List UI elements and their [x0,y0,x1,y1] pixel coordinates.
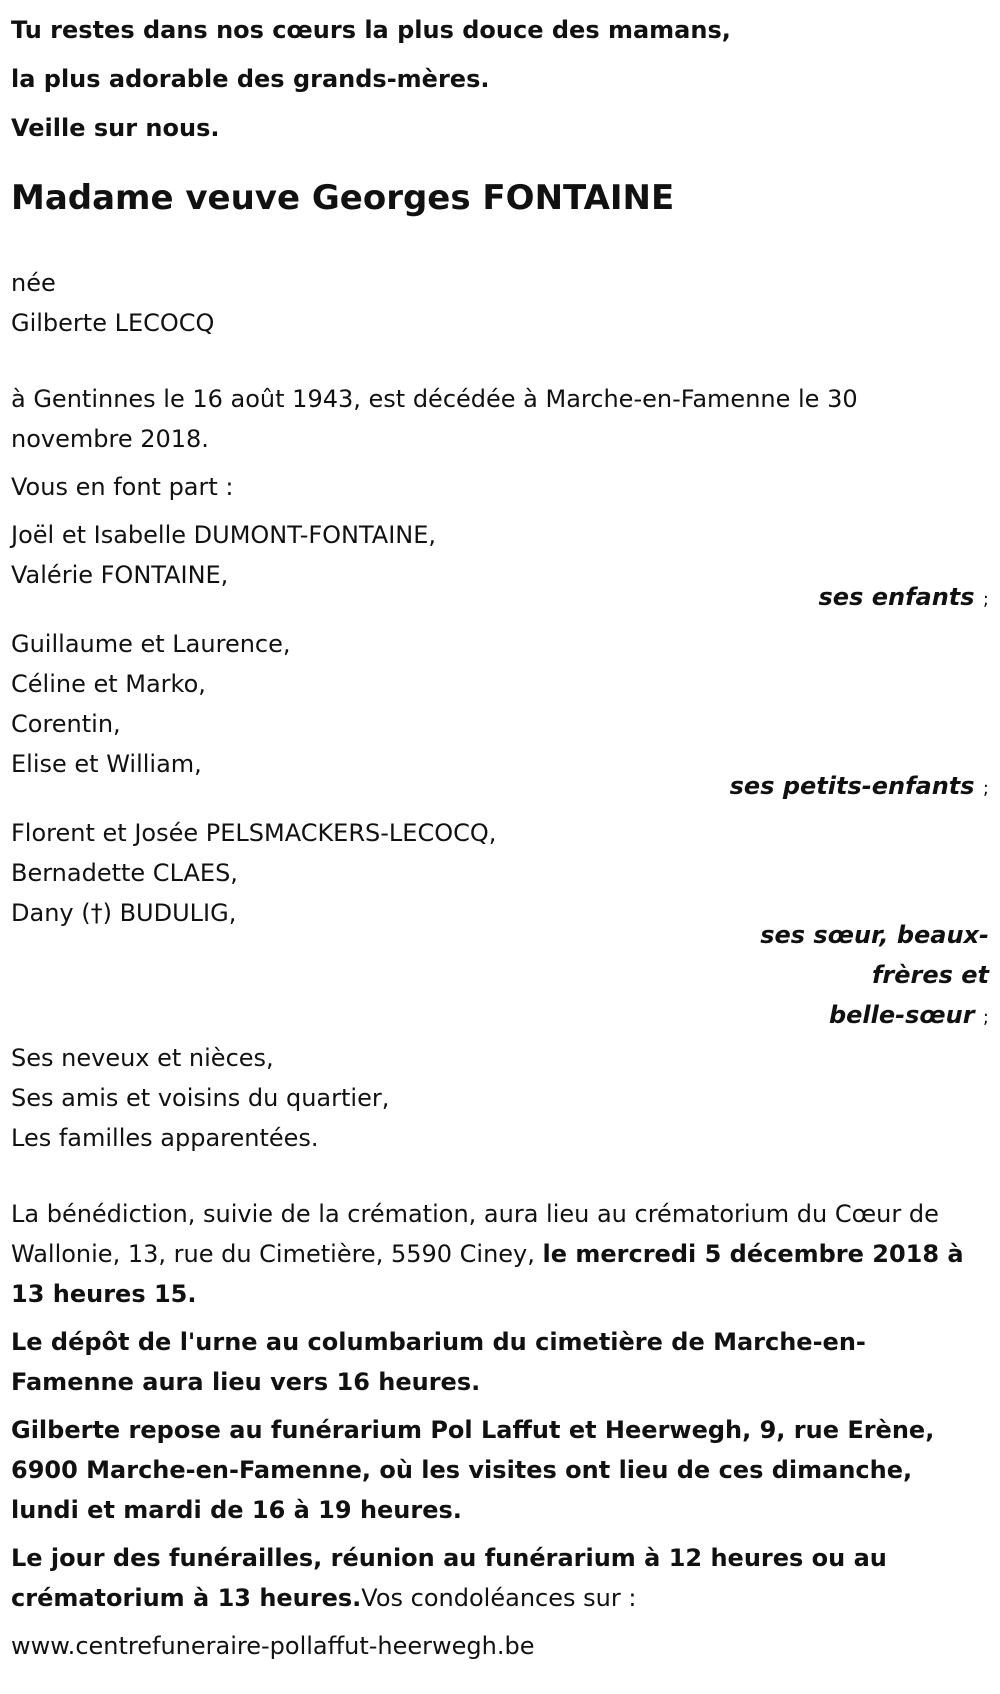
epitaph-line: Veille sur nous. [11,114,220,142]
list-item: Elise et William, [11,750,202,778]
list-item: Ses amis et voisins du quartier, [11,1084,390,1112]
role-semicolon: ; [982,589,989,610]
role-semicolon: ; [982,1007,989,1028]
role-label: ses enfants [818,583,975,611]
list-item: Guillaume et Laurence, [11,630,291,658]
role-label: belle-sœur [828,1001,975,1029]
list-item: Joël et Isabelle DUMONT-FONTAINE, [11,521,437,549]
list-item: Corentin, [11,710,121,738]
list-item: Céline et Marko, [11,670,206,698]
visits-text: Gilberte repose au funérarium Pol Laffut et Heerwegh, 9, rue Erène, 6900 Marche-en-Famenne, où les visites ont lieu de ces dimanche, lundi et mardi de 16 à 19 heures. [11,1416,935,1524]
role-label: frères et [871,961,989,989]
role-label: ses petits-enfants [729,772,975,800]
grandchildren-list [11,624,1000,784]
funeral-day-details: Le jour des funérailles, réunion au funérarium à 12 heures ou au crématorium à 13 heures. [11,1544,887,1612]
others-list [11,1038,1000,1158]
epitaph [11,6,1000,153]
role-label: ses sœur, beaux- [760,921,989,949]
urn-text: Le dépôt de l'urne au columbarium du cimetière de Marche-en-Famenne aura lieu vers 16 heures. [11,1328,866,1396]
epitaph-line: la plus adorable des grands-mères. [11,65,490,93]
list-item: Bernadette CLAES, [11,859,238,887]
website-link[interactable]: www.centrefuneraire-pollaffut-heerwegh.be [11,1632,535,1660]
list-item: Ses neveux et nièces, [11,1044,274,1072]
list-item: Les familles apparentées. [11,1124,319,1152]
deceased-name: Madame veuve Georges FONTAINE [11,178,675,218]
announce-text: Vous en font part : [11,473,234,501]
list-item: Dany (†) BUDULIG, [11,899,237,927]
ceremony-details: La bénédiction, suivie de la crémation, aura lieu au crématorium du Cœur de Wallonie, 13, rue du Cimetière, 5590 Ciney, [11,1200,939,1268]
ceremony-text [11,1194,971,1314]
condolences-label: Vos condoléances sur : [361,1584,637,1612]
birth-name-block [11,263,1000,343]
funeral-day-text [11,1538,971,1618]
epitaph-line: Tu restes dans nos cœurs la plus douce des mamans, [11,16,731,44]
list-item: Florent et Josée PELSMACKERS-LECOCQ, [11,819,497,847]
siblings-role [11,915,989,1038]
birth-death-text: à Gentinnes le 16 août 1943, est décédée à Marche-en-Famenne le 30 novembre 2018. [11,385,858,453]
maiden-name: Gilberte LECOCQ [11,309,215,337]
role-label-last [11,995,989,1038]
list-item: Valérie FONTAINE, [11,561,229,589]
role-semicolon: ; [982,778,989,799]
nee-label: née [11,269,56,297]
ceremony-date: le mercredi 5 décembre 2018 à 13 heures 15. [11,1240,964,1308]
